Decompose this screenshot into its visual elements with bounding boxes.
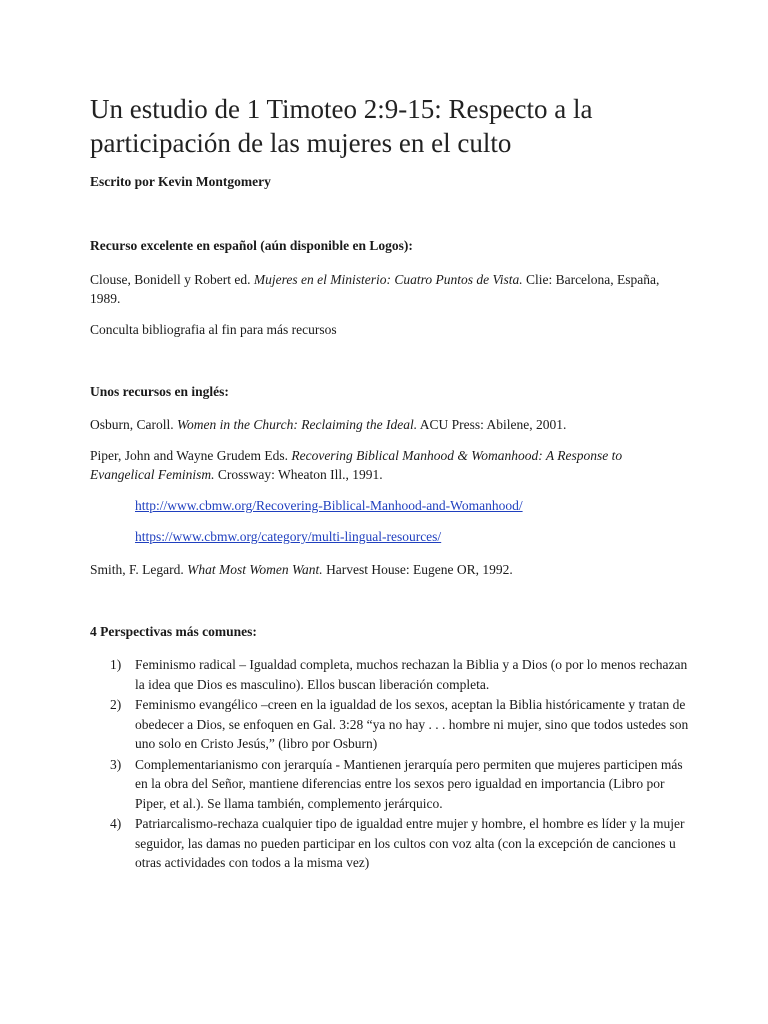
author-line: Escrito por Kevin Montgomery (90, 174, 271, 189)
list-item (90, 655, 690, 694)
bibliography-note: Conculta bibliografia al fin para más recursos (90, 322, 337, 337)
reference-authors: Smith, F. Legard. (90, 562, 188, 577)
reference-publisher: Clie: Barcelona, España, 1989. (90, 272, 660, 306)
reference-publisher: Harvest House: Eugene OR, 1992. (322, 562, 513, 577)
list-item (90, 695, 690, 754)
reference-title: Women in the Church: Reclaiming the Ideal. (177, 417, 418, 432)
list-item (90, 755, 690, 814)
english-resources-heading: Unos recursos en inglés: (90, 384, 229, 399)
english-reference-osburn (90, 415, 690, 434)
reference-title: What Most Women Want. (187, 562, 323, 577)
reference-authors: Osburn, Caroll. (90, 417, 177, 432)
document-title: Un estudio de 1 Timoteo 2:9-15: Respecto a la participación de las mujeres en el culto (90, 94, 593, 158)
cbmw-multilingual-link[interactable]: https://www.cbmw.org/category/multi-lingual-resources/ (135, 529, 442, 544)
list-item-number: 2) (110, 697, 122, 712)
reference-title: Mujeres en el Ministerio: Cuatro Puntos de Vista. (253, 272, 523, 287)
perspectives-list (90, 655, 690, 874)
list-item-text: Feminismo radical – Igualdad completa, muchos rechazan la Biblia y a Dios (o por lo menos rechazan la idea que Dios es masculino). Ellos buscan liberación completa. (135, 657, 688, 692)
english-reference-piper (90, 446, 650, 484)
cbmw-manhood-link[interactable]: http://www.cbmw.org/Recovering-Biblical-Manhood-and-Womanhood/ (135, 498, 523, 513)
reference-publisher: ACU Press: Abilene, 2001. (417, 417, 567, 432)
list-item-number: 1) (110, 657, 122, 672)
list-item-number: 3) (110, 756, 122, 772)
list-item-text: Complementarianismo con jerarquía - Mantienen jerarquía pero permiten que mujeres participen más en la obra del Señor, mantiene diferencias entre los sexos pero igualdad en importancia (Libro por Piper, et al.). Se llama también, complemento jerárquico. (135, 756, 683, 811)
list-item-text: Patriarcalismo-rechaza cualquier tipo de igualdad entre mujer y hombre, el hombre es líder y la mujer seguidor, las damas no pueden participar en los cultos con voz alta (con la excepción de canciones u otras actividades con todos a la misma vez) (135, 816, 685, 870)
list-item-number: 4) (110, 816, 122, 831)
list-item-text: Feminismo evangélico –creen en la igualdad de los sexos, aceptan la Biblia históricamente y tratan de obedecer a Dios, se enfoquen en Gal. 3:28 “ya no hay . . . hombre ni mujer, sino que todos ustedes son uno solo en Cristo Jesús,” (libro por Osburn) (135, 697, 689, 751)
perspectives-heading: 4 Perspectivas más comunes: (90, 624, 257, 639)
spanish-reference (90, 270, 690, 308)
spanish-resources-heading: Recurso excelente en español (aún disponible en Logos): (90, 238, 413, 253)
reference-title: Recovering Biblical Manhood & Womanhood: A Response to Evangelical Feminism. (90, 448, 623, 482)
reference-authors: Clouse, Bonidell y Robert ed. (90, 272, 254, 287)
list-item (90, 814, 690, 873)
reference-authors: Piper, John and Wayne Grudem Eds. (90, 448, 292, 463)
reference-publisher: Crossway: Wheaton Ill., 1991. (214, 467, 383, 482)
english-reference-smith (90, 560, 690, 579)
